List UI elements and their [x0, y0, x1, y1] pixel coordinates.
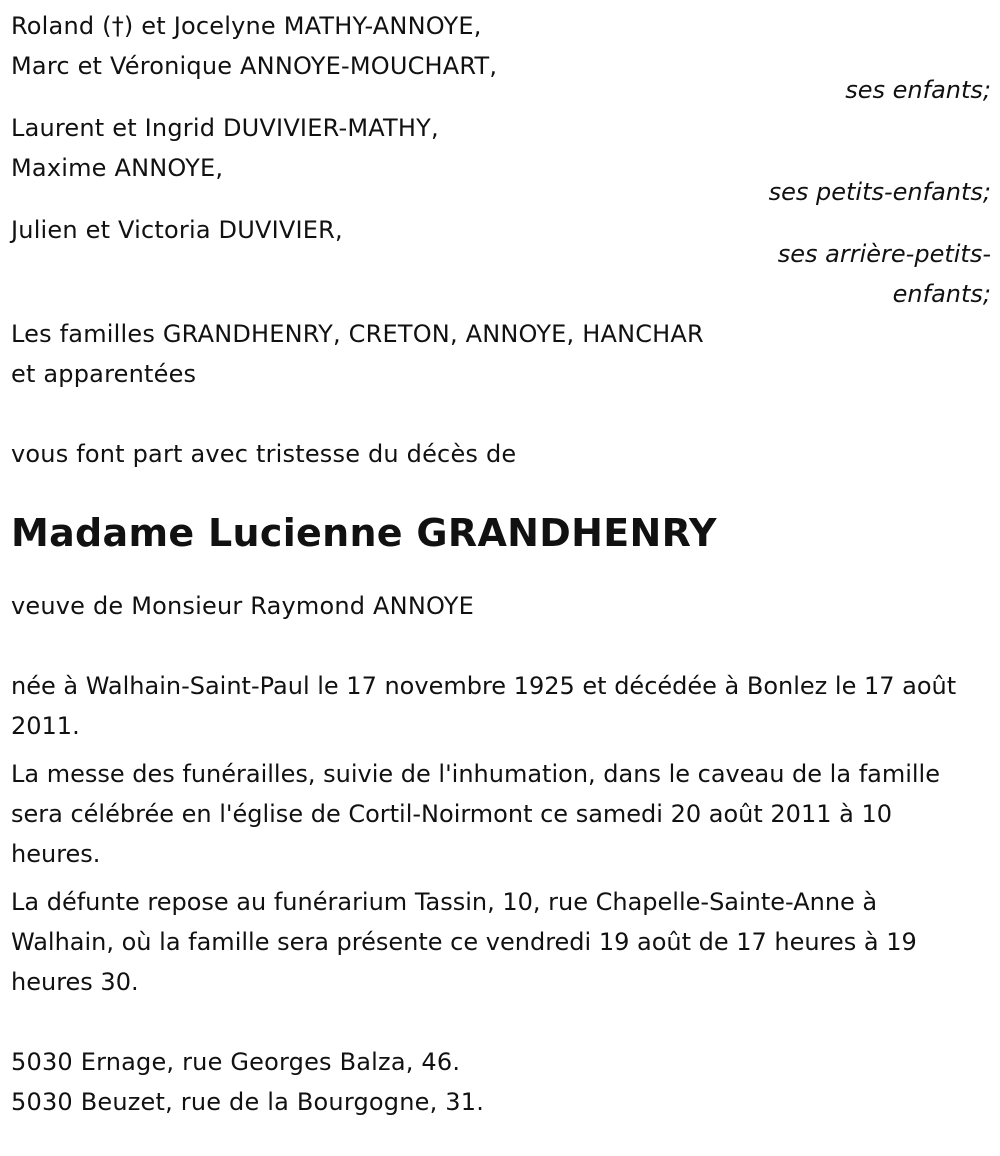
- children-line-2: Marc et Véronique ANNOYE-MOUCHART,: [11, 52, 498, 80]
- children-line-1: Roland (†) et Jocelyne MATHY-ANNOYE,: [11, 12, 482, 40]
- addresses: [11, 1042, 991, 1122]
- great-grandchildren-section: [11, 210, 991, 314]
- great-grandchildren-role-line-2: enfants;: [892, 280, 991, 308]
- great-grandchildren-line-1: Julien et Victoria DUVIVIER,: [11, 216, 343, 244]
- children-role: ses enfants;: [845, 76, 991, 104]
- funeral-paragraph: La messe des funérailles, suivie de l'inhumation, dans le caveau de la famille sera célébrée en l'église de Cortil-Noirmont ce samedi 20 août 2011 à 10 heures.: [11, 760, 940, 868]
- widow-of-text: veuve de Monsieur Raymond ANNOYE: [11, 592, 474, 620]
- children-section: [11, 6, 991, 110]
- announcement-text: vous font part avec tristesse du décès de: [11, 440, 517, 468]
- birth-death-paragraph: née à Walhain-Saint-Paul le 17 novembre 1925 et décédée à Bonlez le 17 août 2011.: [11, 672, 957, 740]
- grandchildren-section: [11, 108, 991, 212]
- address-line-2: 5030 Beuzet, rue de la Bourgogne, 31.: [11, 1088, 485, 1116]
- funerarium-paragraph: La défunte repose au funérarium Tassin, 10, rue Chapelle-Sainte-Anne à Walhain, où la famille sera présente ce vendredi 19 août de 17 heures à 19 heures 30.: [11, 888, 917, 996]
- grandchildren-role: ses petits-enfants;: [768, 178, 991, 206]
- grandchildren-line-1: Laurent et Ingrid DUVIVIER-MATHY,: [11, 114, 439, 142]
- obituary-notice: [11, 6, 991, 1122]
- families-line-2: et apparentées: [11, 360, 197, 388]
- deceased-name: Madame Lucienne GRANDHENRY: [11, 511, 717, 555]
- families-section: [11, 314, 991, 394]
- address-line-1: 5030 Ernage, rue Georges Balza, 46.: [11, 1048, 461, 1076]
- great-grandchildren-role-line-1: ses arrière-petits-: [777, 240, 991, 268]
- families-line-1: Les familles GRANDHENRY, CRETON, ANNOYE, HANCHAR: [11, 320, 704, 348]
- grandchildren-line-2: Maxime ANNOYE,: [11, 154, 224, 182]
